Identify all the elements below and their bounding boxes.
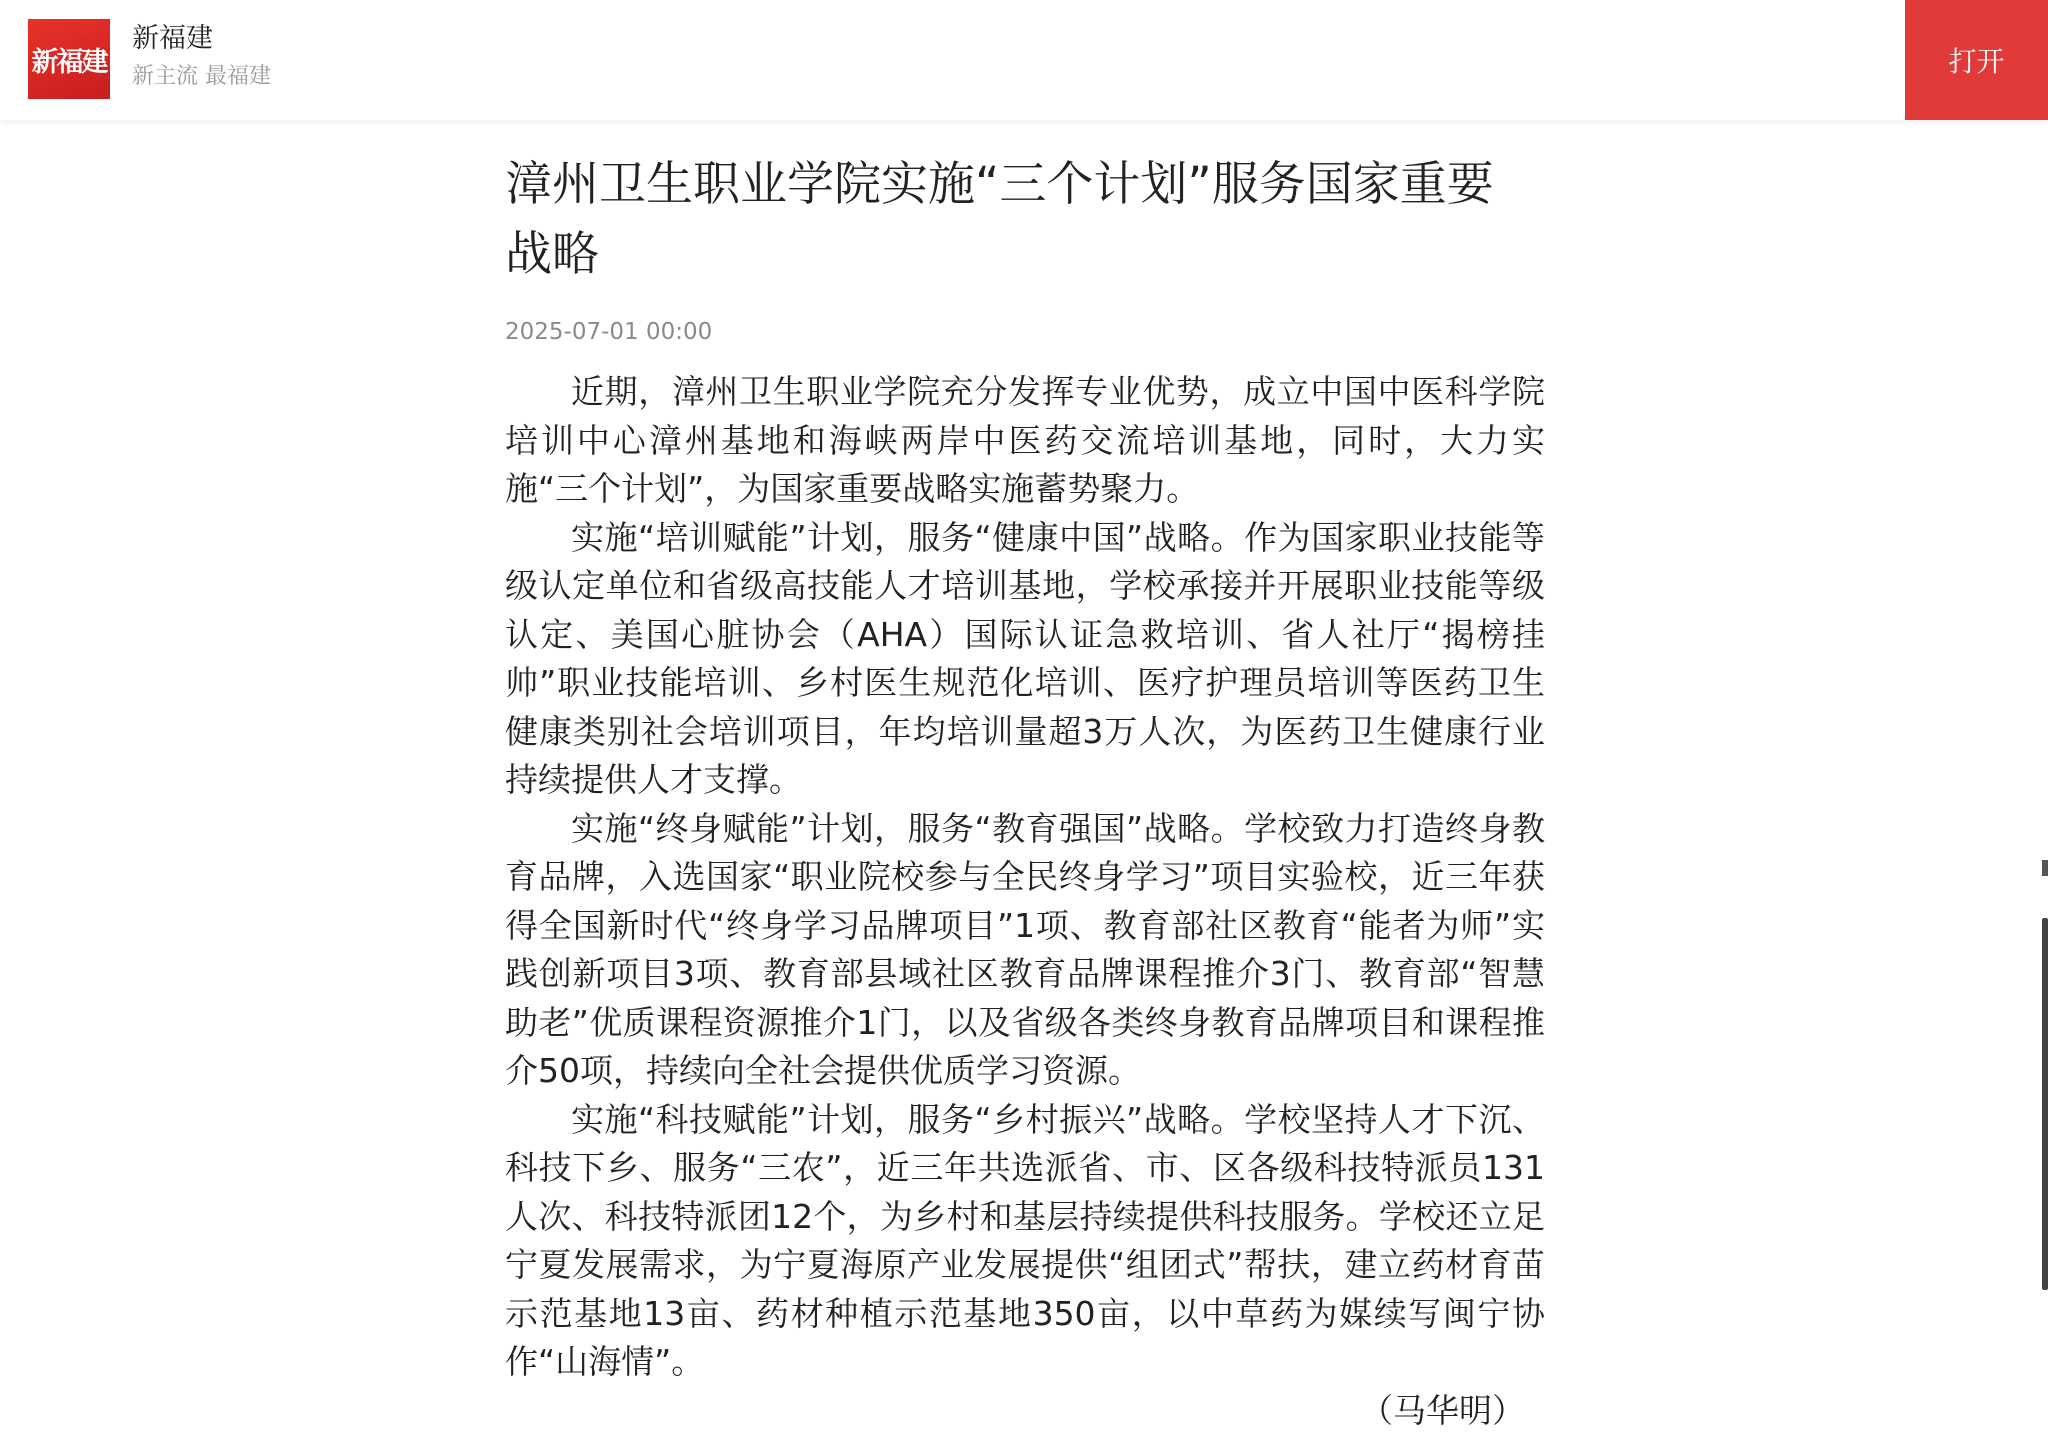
- scrollbar-marker: [2042, 860, 2048, 876]
- app-slogan: 新主流 最福建: [132, 64, 271, 89]
- article-paragraph: 实施“培训赋能”计划，服务“健康中国”战略。作为国家职业技能等级认定单位和省级高技能人才培训基地，学校承接并开展职业技能等级认定、美国心脏协会（AHA）国际认证急救培训、省人社厅“揭榜挂帅”职业技能培训、乡村医生规范化培训、医疗护理员培训等医药卫生健康类别社会培训项目，年均培训量超3万人次，为医药卫生健康行业持续提供人才支撑。: [505, 517, 1545, 799]
- article-title: 漳州卫生职业学院实施“三个计划”服务国家重要战略: [505, 157, 1494, 282]
- app-logo: 新福建: [28, 19, 110, 99]
- app-download-bar: [0, 0, 2048, 120]
- article-author: （马华明）: [1360, 1390, 1525, 1430]
- article-paragraph: 近期，漳州卫生职业学院充分发挥专业优势，成立中国中医科学院培训中心漳州基地和海峡两岸中医药交流培训基地，同时，大力实施“三个计划”，为国家重要战略实施蓄势聚力。: [505, 372, 1545, 508]
- article-date: 2025-07-01 00:00: [505, 319, 713, 345]
- article-paragraph: 实施“终身赋能”计划，服务“教育强国”战略。学校致力打造终身教育品牌，入选国家“职业院校参与全民终身学习”项目实验校，近三年获得全国新时代“终身学习品牌项目”1项、教育部社区教育“能者为师”实践创新项目3项、教育部县域社区教育品牌课程推介3门、教育部“智慧助老”优质课程资源推介1门，以及省级各类终身教育品牌项目和课程推介50项，持续向全社会提供优质学习资源。: [505, 808, 1545, 1090]
- article-body: [505, 368, 1545, 1387]
- app-name: 新福建: [132, 23, 213, 54]
- scrollbar-thumb[interactable]: [2042, 918, 2048, 1290]
- open-app-button[interactable]: 打开: [1905, 0, 2048, 120]
- article: [505, 150, 1545, 1435]
- article-paragraph: 实施“科技赋能”计划，服务“乡村振兴”战略。学校坚持人才下沉、科技下乡、服务“三农”，近三年共选派省、市、区各级科技特派员131人次、科技特派团12个，为乡村和基层持续提供科技服务。学校还立足宁夏发展需求，为宁夏海原产业发展提供“组团式”帮扶，建立药材育苗示范基地13亩、药材种植示范基地350亩，以中草药为媒续写闽宁协作“山海情”。: [505, 1099, 1545, 1381]
- page-scrollbar[interactable]: [2042, 860, 2048, 1290]
